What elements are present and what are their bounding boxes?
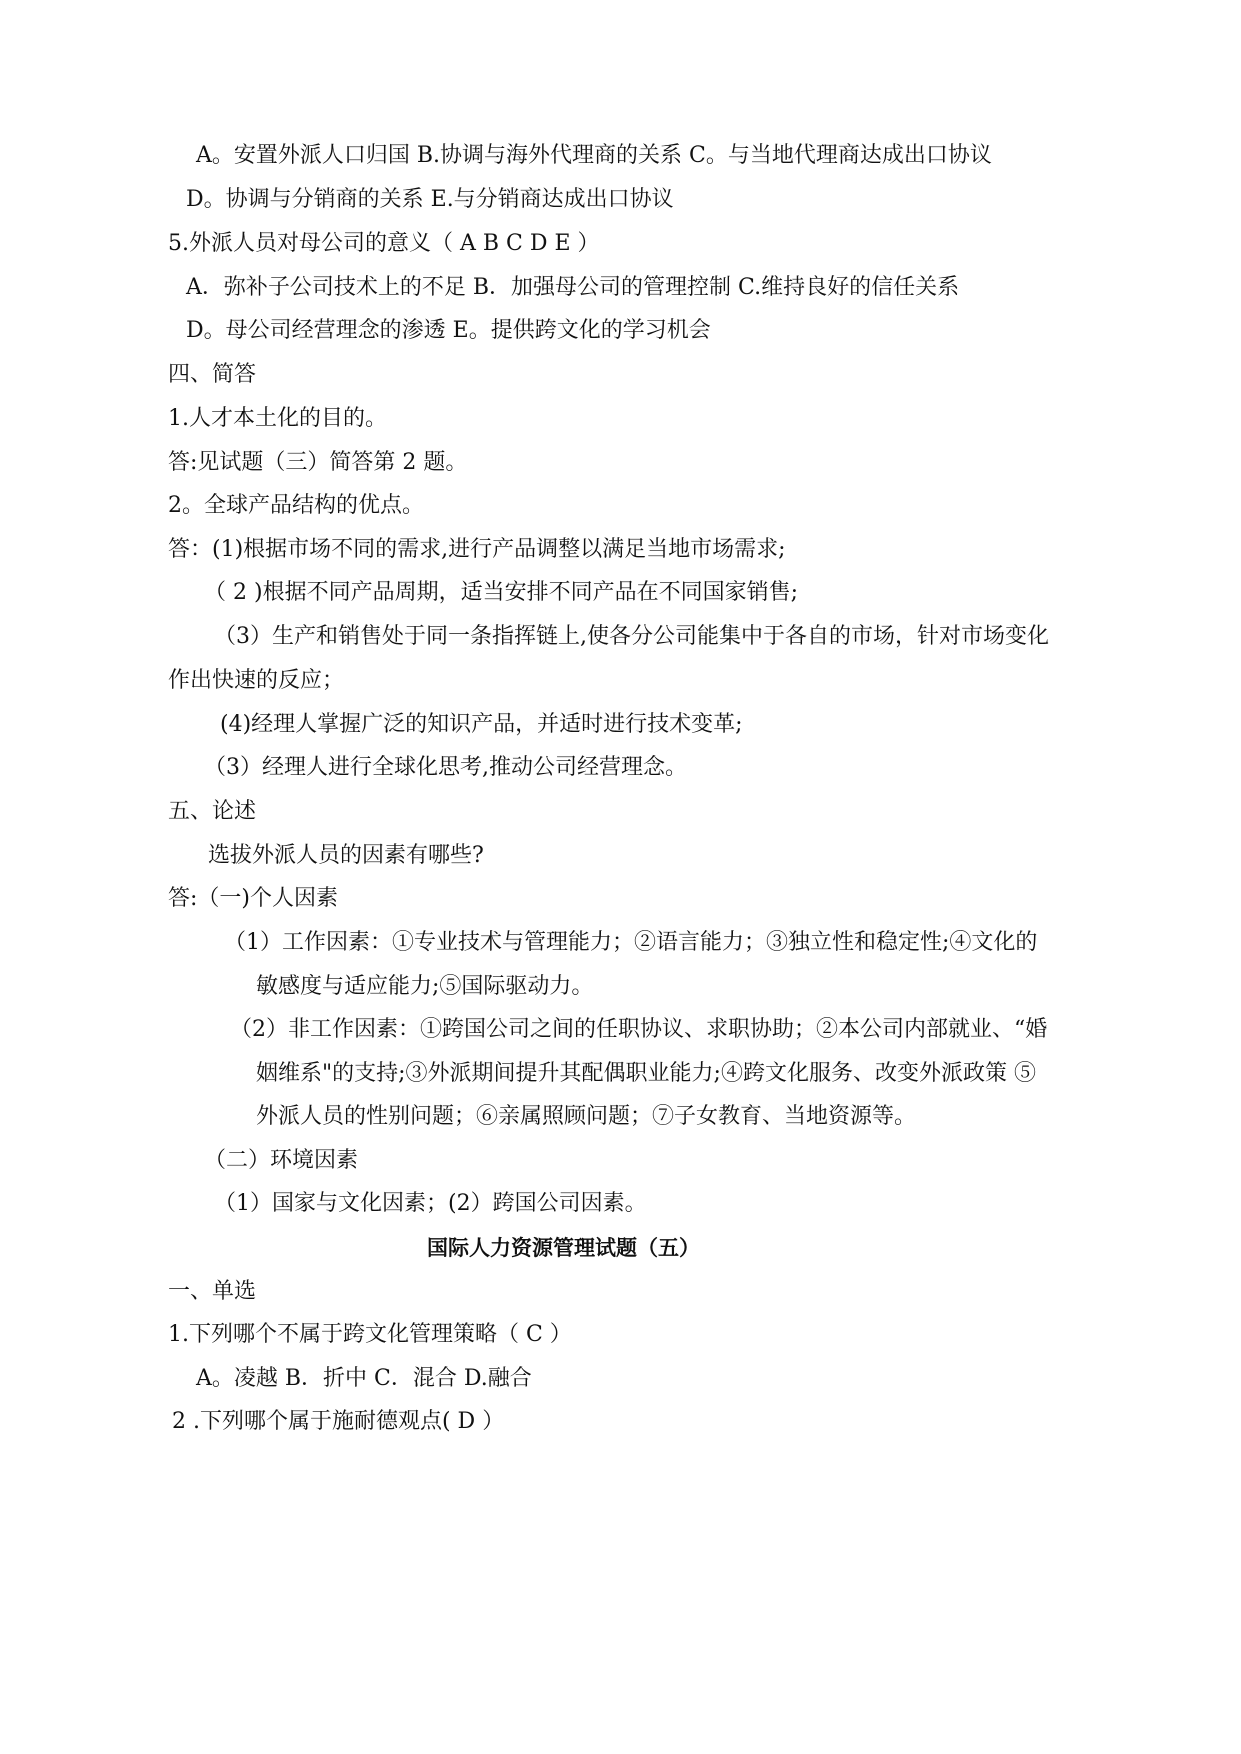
sa-question-1: 1.人才本土化的目的。 bbox=[168, 406, 387, 431]
essay-nonwork-factors-cont-2: 外派人员的性别问题；⑥亲属照顾问题；⑦子女教育、当地资源等。 bbox=[256, 1104, 917, 1129]
sc-question-2: 2 .下列哪个属于施耐德观点( D ） bbox=[172, 1409, 505, 1434]
essay-nonwork-factors: （2）非工作因素：①跨国公司之间的任职协议、求职协助；②本公司内部就业、“婚 bbox=[230, 1017, 1048, 1042]
sa-answer-2-point-4: (4)经理人掌握广泛的知识产品，并适时进行技术变革; bbox=[220, 712, 743, 737]
sa-answer-2-point-5: （3）经理人进行全球化思考,推动公司经营理念。 bbox=[204, 755, 687, 780]
sa-question-2: 2。全球产品结构的优点。 bbox=[168, 493, 424, 518]
essay-environment-factors: （1）国家与文化因素；(2）跨国公司因素。 bbox=[214, 1191, 647, 1216]
essay-work-factors-cont: 敏感度与适应能力;⑤国际驱动力。 bbox=[256, 974, 594, 999]
section-heading-essay: 五、论述 bbox=[168, 799, 257, 824]
sc-question-1-options: A。凌越 B．折中 C．混合 D.融合 bbox=[196, 1366, 532, 1391]
question-5: 5.外派人员对母公司的意义（ A B C D E ） bbox=[168, 231, 600, 256]
essay-work-factors: （1）工作因素：①专业技术与管理能力；②语言能力；③独立性和稳定性;④文化的 bbox=[224, 930, 1038, 955]
sc-question-1: 1.下列哪个不属于跨文化管理策略（ C ） bbox=[168, 1322, 572, 1347]
sa-answer-2-point-2: （ 2 )根据不同产品周期，适当安排不同产品在不同国家销售; bbox=[204, 580, 798, 605]
sa-answer-2-point-3-cont: 作出快速的反应； bbox=[168, 668, 345, 693]
q4-options-line-2: D。协调与分销商的关系 E.与分销商达成出口协议 bbox=[186, 187, 674, 212]
sa-answer-1: 答:见试题（三）简答第 2 题。 bbox=[168, 450, 468, 475]
essay-nonwork-factors-cont-1: 姻维系"的支持;③外派期间提升其配偶职业能力;④跨文化服务、改变外派政策 ⑤ bbox=[256, 1061, 1036, 1086]
essay-answer-heading: 答:（一)个人因素 bbox=[168, 886, 338, 911]
essay-question: 选拔外派人员的因素有哪些? bbox=[208, 843, 484, 868]
section-heading-single-choice: 一、单选 bbox=[168, 1279, 257, 1304]
essay-environment-heading: （二）环境因素 bbox=[204, 1148, 359, 1173]
sa-answer-2-point-3: （3）生产和销售处于同一条指挥链上,使各分公司能集中于各自的市场，针对市场变化 bbox=[214, 624, 1049, 649]
sa-answer-2-point-1: 答：(1)根据市场不同的需求,进行产品调整以满足当地市场需求; bbox=[168, 537, 786, 562]
q4-options-line-1: A。安置外派人口归国 B.协调与海外代理商的关系 C。与当地代理商达成出口协议 bbox=[196, 143, 992, 168]
q5-options-line-1: A．弥补子公司技术上的不足 B．加强母公司的管理控制 C.维持良好的信任关系 bbox=[186, 275, 960, 300]
section-heading-short-answer: 四、简答 bbox=[168, 362, 257, 387]
exam-title: 国际人力资源管理试题（五） bbox=[427, 1236, 700, 1260]
q5-options-line-2: D。母公司经营理念的渗透 E。提供跨文化的学习机会 bbox=[186, 318, 711, 343]
